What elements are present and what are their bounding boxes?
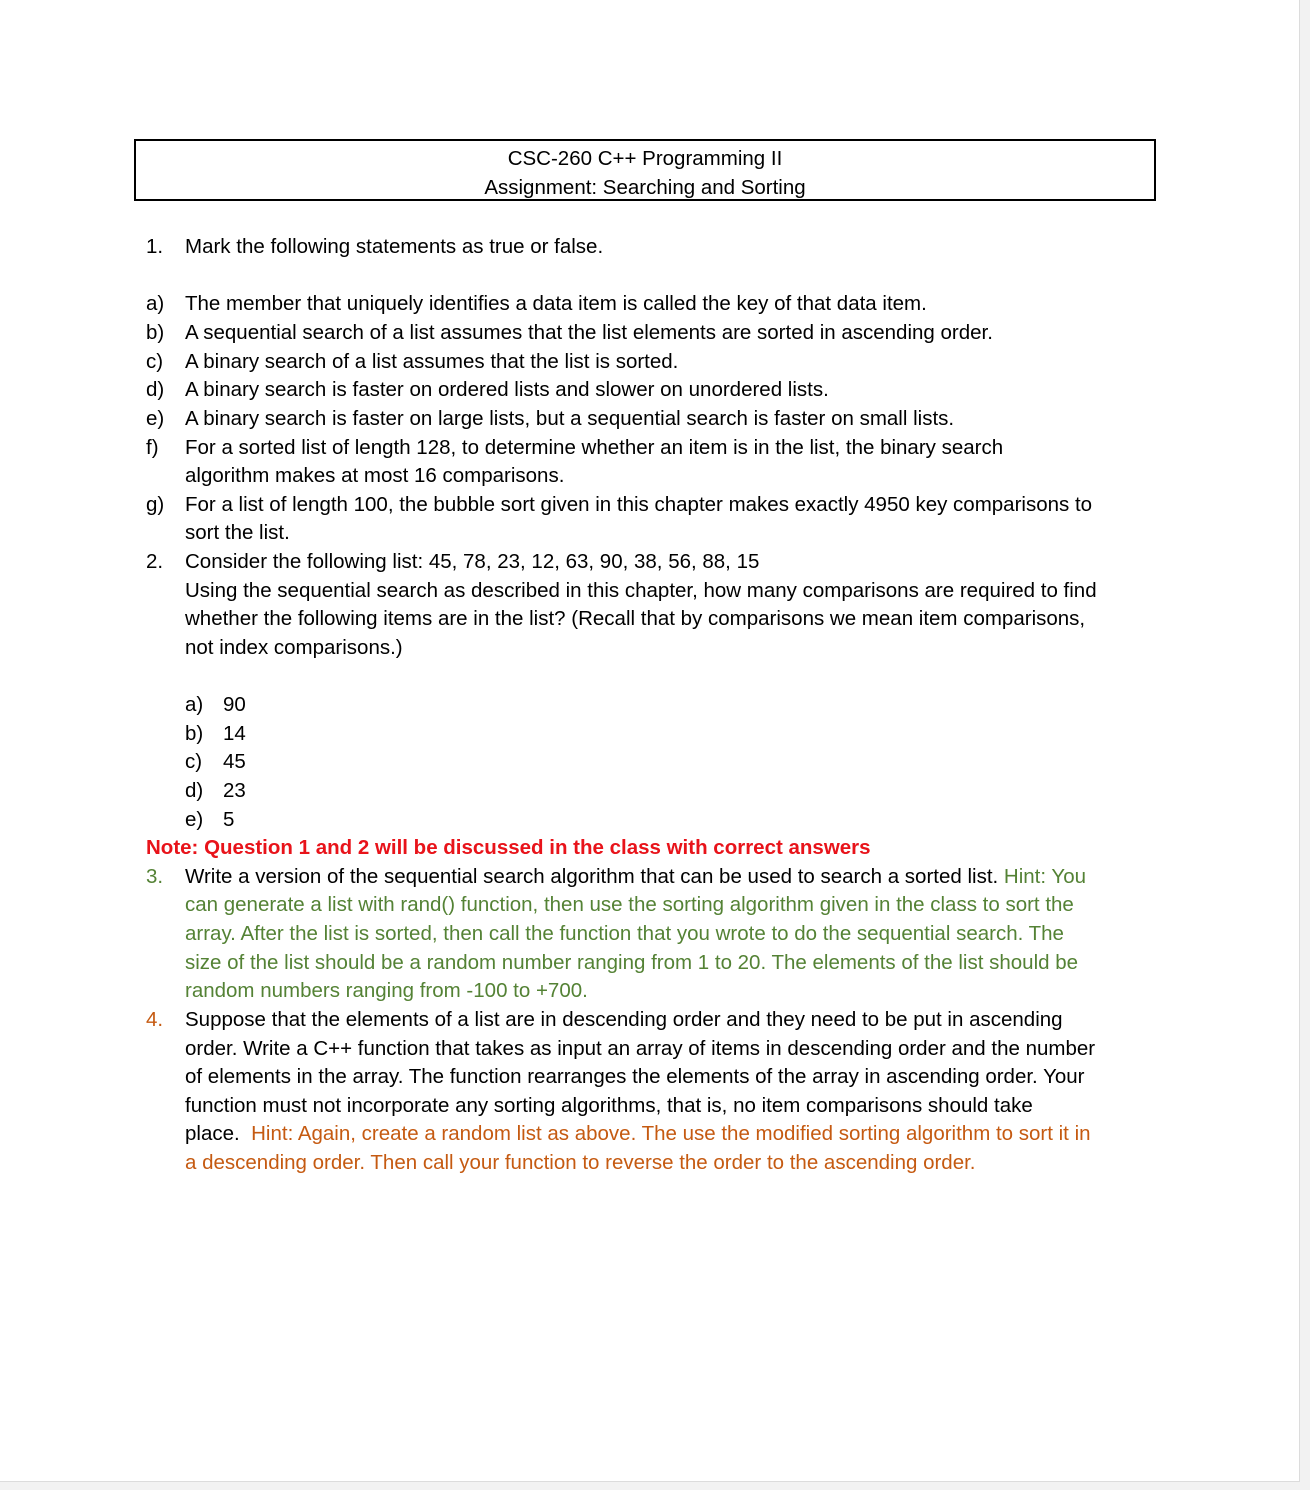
q3-number: 3. (146, 865, 164, 888)
note-text: Note: Question 1 and 2 will be discussed in the class with correct answers (146, 836, 871, 859)
q2-item-b-marker: b) (185, 722, 204, 745)
q1-item-d: A binary search is faster on ordered lists and slower on unordered lists. (185, 378, 829, 401)
q2-item-c-marker: c) (185, 750, 203, 773)
q4-number: 4. (146, 1008, 164, 1031)
q1-item-e: A binary search is faster on large lists, but a sequential search is faster on small lists. (185, 407, 955, 430)
q3-hint-line2: can generate a list with rand() function, then use the sorting algorithm given in the class to sort the (185, 893, 1074, 916)
q1-item-g-line2: sort the list. (185, 521, 290, 544)
q3-text: Write a version of the sequential search algorithm that can be used to search a sorted list. (185, 865, 1004, 888)
q4-line4: function must not incorporate any sorting algorithms, that is, no item comparisons should take (185, 1094, 1033, 1117)
q1-item-d-marker: d) (146, 378, 165, 401)
q1-item-c-marker: c) (146, 350, 164, 373)
q4-line3: of elements in the array. The function rearranges the elements of the array in ascending order. Your (185, 1065, 1085, 1088)
q1-item-g-line1: For a list of length 100, the bubble sort given in this chapter makes exactly 4950 key comparisons to (185, 493, 1093, 516)
q2-item-a-value: 90 (223, 693, 246, 716)
course-title: CSC-260 C++ Programming II (507, 147, 783, 170)
q1-item-f-line2: algorithm makes at most 16 comparisons. (185, 464, 565, 487)
q1-item-b-marker: b) (146, 321, 165, 344)
q4-line5 (185, 1119, 1091, 1148)
q3-line1 (185, 862, 1086, 891)
q3-hint-line3: array. After the list is sorted, then call the function that you wrote to do the sequential search. The (185, 922, 1064, 945)
q2-number: 2. (146, 550, 164, 573)
q4-line2: order. Write a C++ function that takes as input an array of items in descending order and the number (185, 1037, 1096, 1060)
q2-line1: Consider the following list: 45, 78, 23, 12, 63, 90, 38, 56, 88, 15 (185, 550, 760, 573)
q1-item-e-marker: e) (146, 407, 165, 430)
q4-line1: Suppose that the elements of a list are in descending order and they need to be put in ascending (185, 1008, 1063, 1031)
q2-item-b-value: 14 (223, 722, 246, 745)
q2-line3: whether the following items are in the list? (Recall that by comparisons we mean item comparisons, (185, 607, 1086, 630)
q2-item-d-marker: d) (185, 779, 204, 802)
q1-prompt: Mark the following statements as true or false. (185, 235, 604, 258)
q2-item-c-value: 45 (223, 750, 246, 773)
q1-item-a: The member that uniquely identifies a data item is called the key of that data item. (185, 292, 927, 315)
q4-hint-start: Hint: Again, create a random list as above. The use the modified sorting algorithm to sort it in (251, 1122, 1091, 1145)
q1-item-f-line1: For a sorted list of length 128, to determine whether an item is in the list, the binary search (185, 436, 1004, 459)
q1-item-f-marker: f) (146, 436, 159, 459)
q2-line2: Using the sequential search as described in this chapter, how many comparisons are required to find (185, 579, 1097, 602)
q2-item-a-marker: a) (185, 693, 204, 716)
q2-item-d-value: 23 (223, 779, 246, 802)
q1-item-b: A sequential search of a list assumes that the list elements are sorted in ascending order. (185, 321, 993, 344)
q1-number: 1. (146, 235, 164, 258)
q1-item-a-marker: a) (146, 292, 165, 315)
q1-item-c: A binary search of a list assumes that the list is sorted. (185, 350, 679, 373)
q3-hint-line5: random numbers ranging from -100 to +700. (185, 979, 588, 1002)
q2-item-e-marker: e) (185, 808, 204, 831)
q4-hint-line6: a descending order. Then call your function to reverse the order to the ascending order. (185, 1151, 976, 1174)
title-box (134, 139, 1156, 201)
q1-item-g-marker: g) (146, 493, 165, 516)
q4-text-end: place. (185, 1122, 252, 1145)
q3-hint-line4: size of the list should be a random number ranging from 1 to 20. The elements of the list should be (185, 951, 1079, 974)
q2-line4: not index comparisons.) (185, 636, 403, 659)
q2-item-e-value: 5 (223, 808, 235, 831)
assignment-title: Assignment: Searching and Sorting (484, 176, 806, 199)
q3-hint-start: Hint: You (1003, 865, 1086, 888)
